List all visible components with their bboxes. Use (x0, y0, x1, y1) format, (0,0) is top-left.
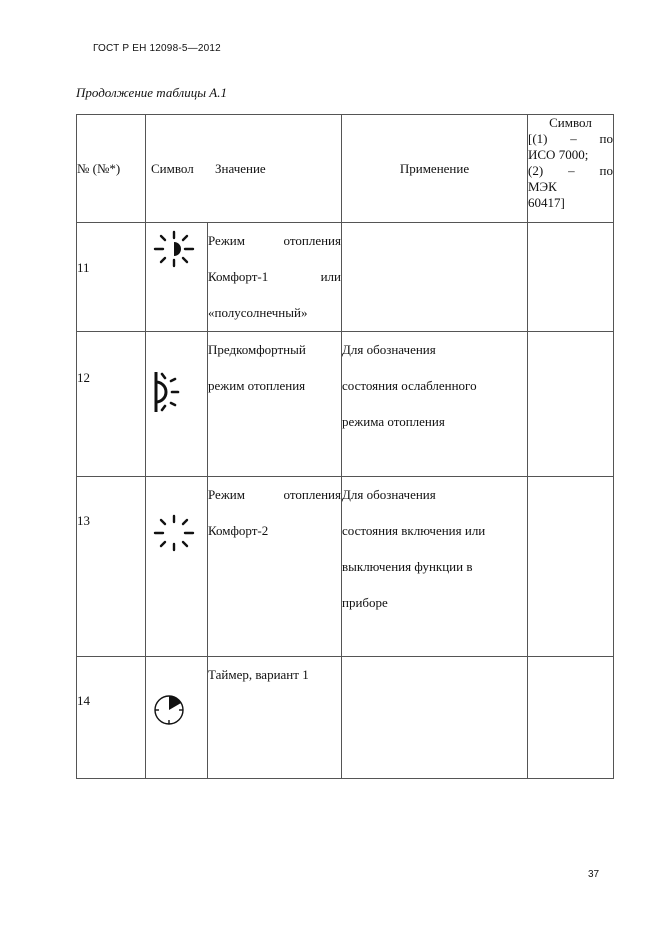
row-symbol (146, 477, 208, 657)
meaning-line: Режим отопления (208, 233, 341, 248)
row-reference (528, 332, 614, 477)
application-line: выключения функции в (342, 559, 473, 574)
row-meaning (208, 223, 342, 332)
table-caption: Продолжение таблицы А.1 (76, 85, 227, 100)
row-reference (528, 477, 614, 657)
meaning-line: Режим отопления (208, 487, 341, 502)
ref-line: Символ (549, 115, 592, 130)
row-application (342, 477, 528, 657)
document-header: ГОСТ Р ЕН 12098-5—2012 (93, 43, 221, 54)
meaning-line: Таймер, вариант 1 (208, 667, 309, 682)
row-symbol (146, 657, 208, 779)
table-row (77, 657, 614, 779)
row-reference (528, 657, 614, 779)
pre-comfort-icon (152, 368, 188, 416)
row-meaning (208, 477, 342, 657)
ref-line: 60417] (528, 195, 565, 210)
row-meaning (208, 332, 342, 477)
header-symbol-reference (528, 115, 614, 223)
row-meaning (208, 657, 342, 779)
row-number: 13 (77, 477, 146, 657)
header-symbol-meaning (146, 115, 342, 223)
application-line: приборе (342, 595, 388, 610)
meaning-line: режим отопления (208, 378, 306, 393)
row-symbol (146, 332, 208, 477)
application-line: Для обозначения (342, 342, 436, 357)
timer-icon (152, 693, 186, 727)
meaning-line: «полусолнечный» (208, 305, 308, 320)
header-application: Применение (342, 115, 528, 223)
page-number: 37 (588, 869, 600, 880)
meaning-line: Предкомфортный (208, 342, 306, 357)
row-reference (528, 223, 614, 332)
row-number: 11 (77, 223, 146, 332)
header-meaning: Значение (214, 160, 266, 176)
row-number: 14 (77, 657, 146, 779)
symbols-table (76, 114, 614, 779)
row-number: 12 (77, 332, 146, 477)
application-line: режима отопления (342, 414, 445, 429)
meaning-line: Комфорт-2 (208, 523, 269, 538)
row-application (342, 657, 528, 779)
table-row (77, 477, 614, 657)
meaning-line: Комфорт-1 или (208, 269, 341, 284)
application-line: состояния ослабленного (342, 378, 477, 393)
ref-line: МЭК (528, 179, 557, 194)
table-row (77, 332, 614, 477)
application-line: Для обозначения (342, 487, 436, 502)
row-symbol (146, 223, 208, 332)
header-symbol: Символ (151, 160, 194, 176)
application-line: состояния включения или (342, 523, 486, 538)
table-header-row (77, 115, 614, 223)
header-number: № (№*) (77, 115, 146, 223)
ref-line: ИСО 7000; (528, 147, 589, 162)
ref-line: [(1) – по (528, 131, 613, 146)
ref-line: (2) – по (528, 163, 613, 178)
half-sun-icon (152, 229, 196, 269)
row-application (342, 332, 528, 477)
table-row (77, 223, 614, 332)
sun-rays-icon (152, 513, 196, 553)
row-application (342, 223, 528, 332)
